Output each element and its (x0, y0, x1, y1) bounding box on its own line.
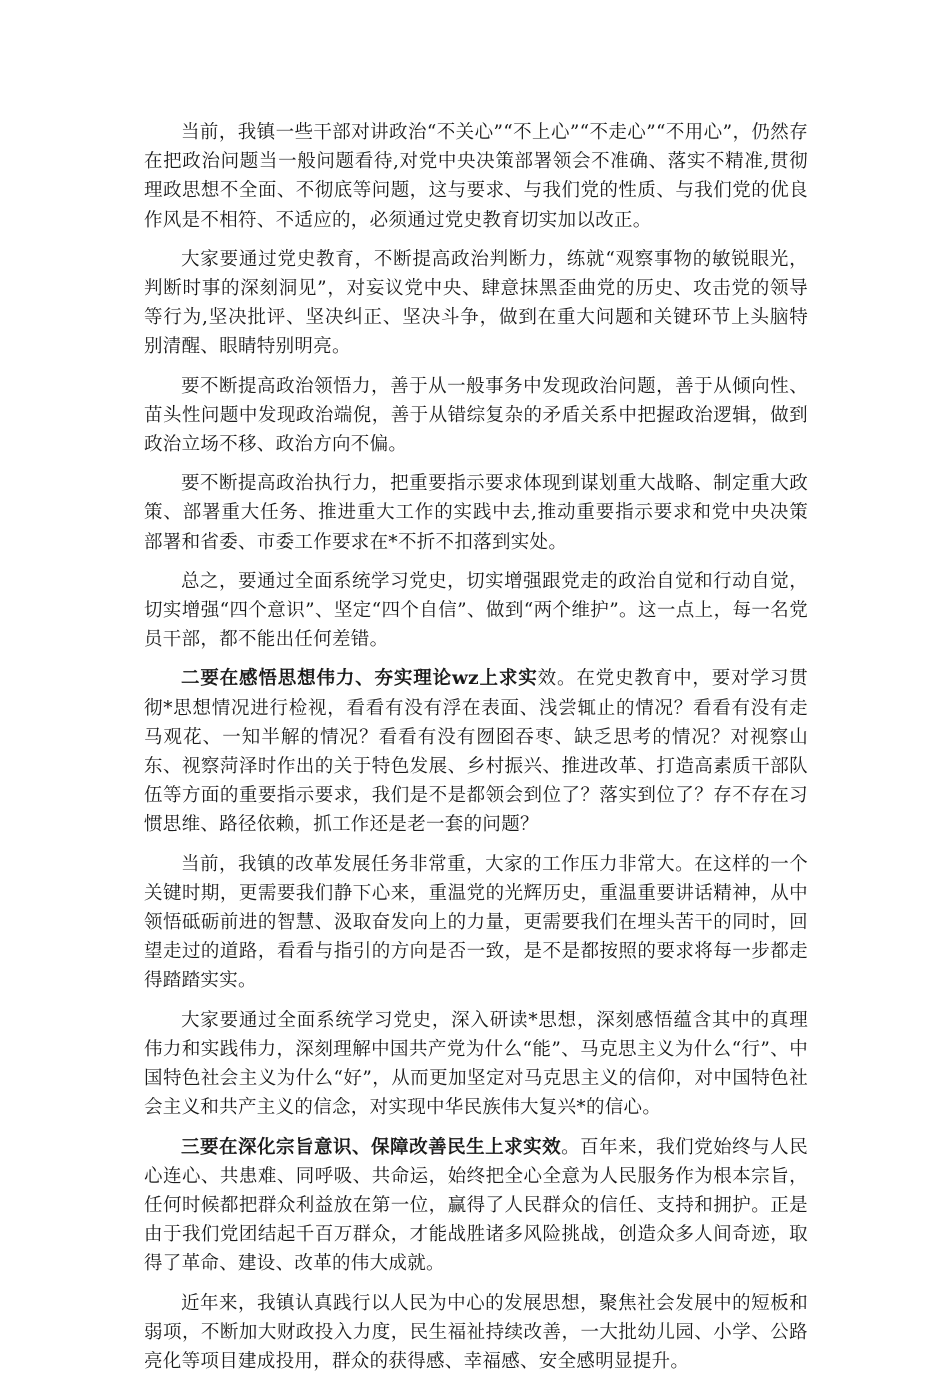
paragraph-2 (144, 245, 808, 362)
paragraph-text: 要不断提高政治执行力，把重要指示要求体现到谋划重大战略、制定重大政策、部署重大任务、推进重大工作的实践中去,推动重要指示要求和党中央决策部署和省委、市委工作要求在*不折不扣落到实处。 (144, 473, 808, 553)
section-heading-3: 三要在深化宗旨意识、保障改善民生上求实效 (181, 1136, 562, 1158)
paragraph-7 (144, 850, 808, 996)
paragraph-text: 效。在党史教育中，要对学习贯彻*思想情况进行检视，看看有没有浮在表面、浅尝辄止的情况？看看有没有走马观花、一知半解的情况？看看有没有囫囵吞枣、缺乏思考的情况？对视察山东、视察菏泽时作出的关于特色发展、乡村振兴、推进改革、打造高素质干部队伍等方面的重要指示要求，我们是不是都领会到位了？落实到位了？存不存在习惯思维、路径依赖，抓工作还是老一套的问题？ (144, 668, 809, 836)
paragraph-6 (144, 664, 808, 839)
paragraph-9 (144, 1133, 808, 1279)
paragraph-text: 要不断提高政治领悟力，善于从一般事务中发现政治问题，善于从倾向性、苗头性问题中发现政治端倪，善于从错综复杂的矛盾关系中把握政治逻辑，做到政治立场不移、政治方向不偏。 (144, 375, 808, 456)
paragraph-text: 大家要通过全面系统学习党史，深入研读*思想，深刻感悟蕴含其中的真理伟力和实践伟力，深刻理解中国共产党为什么“能”、马克思主义为什么“行”、中国特色社会主义为什么“好”，从而更加坚定对马克思主义的信仰，对中国特色社会主义和共产主义的信念，对实现中华民族伟大复兴*的信心。 (144, 1009, 808, 1119)
paragraph-text: 。百年来，我们党始终与人民心连心、共患难、同呼吸、共命运，始终把全心全意为人民服务作为根本宗旨，任何时候都把群众利益放在第一位，赢得了人民群众的信任、支持和拥护。正是由于我们党团结起千百万群众，才能战胜诸多风险挑战，创造众多人间奇迹，取得了革命、建设、改革的伟大成就。 (144, 1136, 808, 1275)
document-body (144, 118, 808, 1386)
section-heading-2: 二要在感悟思想伟力、夯实理论wz上求实 (181, 668, 538, 690)
paragraph-10 (144, 1289, 808, 1377)
paragraph-text: 当前，我镇的改革发展任务非常重，大家的工作压力非常大。在这样的一个关键时期，更需要我们静下心来，重温党的光辉历史，重温重要讲话精神，从中领悟砥砺前进的智慧、汲取奋发向上的力量，更需要我们在埋头苦干的同时，回望走过的道路，看看与指引的方向是否一致，是不是都按照的要求将每一步都走得踏踏实实。 (144, 853, 808, 992)
paragraph-1 (144, 118, 808, 235)
paragraph-5 (144, 567, 808, 655)
paragraph-text: 当前，我镇一些干部对讲政治“不关心”“不上心”“不走心”“不用心”，仍然存在把政治问题当一般问题看待,对党中央决策部署领会不准确、落实不精准,贯彻理政思想不全面、不彻底等问题，这与要求、与我们党的性质、与我们党的优良作风是不相符、不适应的，必须通过党史教育切实加以改正。 (144, 122, 808, 231)
paragraph-text: 近年来，我镇认真践行以人民为中心的发展思想，聚焦社会发展中的短板和弱项，不断加大财政投入力度，民生福祉持续改善，一大批幼儿园、小学、公路亮化等项目建成投用，群众的获得感、幸福感、安全感明显提升。 (144, 1292, 808, 1372)
paragraph-text: 大家要通过党史教育，不断提高政治判断力，练就“观察事物的敏锐眼光，判断时事的深刻洞见”，对妄议党中央、肆意抹黑歪曲党的历史、攻击党的领导等行为,坚决批评、坚决纠正、坚决斗争，做到在重大问题和关键环节上头脑特别清醒、眼睛特别明亮。 (144, 248, 808, 358)
paragraph-3 (144, 372, 808, 460)
paragraph-8 (144, 1006, 808, 1123)
paragraph-text: 总之，要通过全面系统学习党史，切实增强跟党走的政治自觉和行动自觉，切实增强“四个意识”、坚定“四个自信”、做到“两个维护”。这一点上，每一名党员干部，都不能出任何差错。 (144, 570, 808, 651)
paragraph-4 (144, 469, 808, 557)
